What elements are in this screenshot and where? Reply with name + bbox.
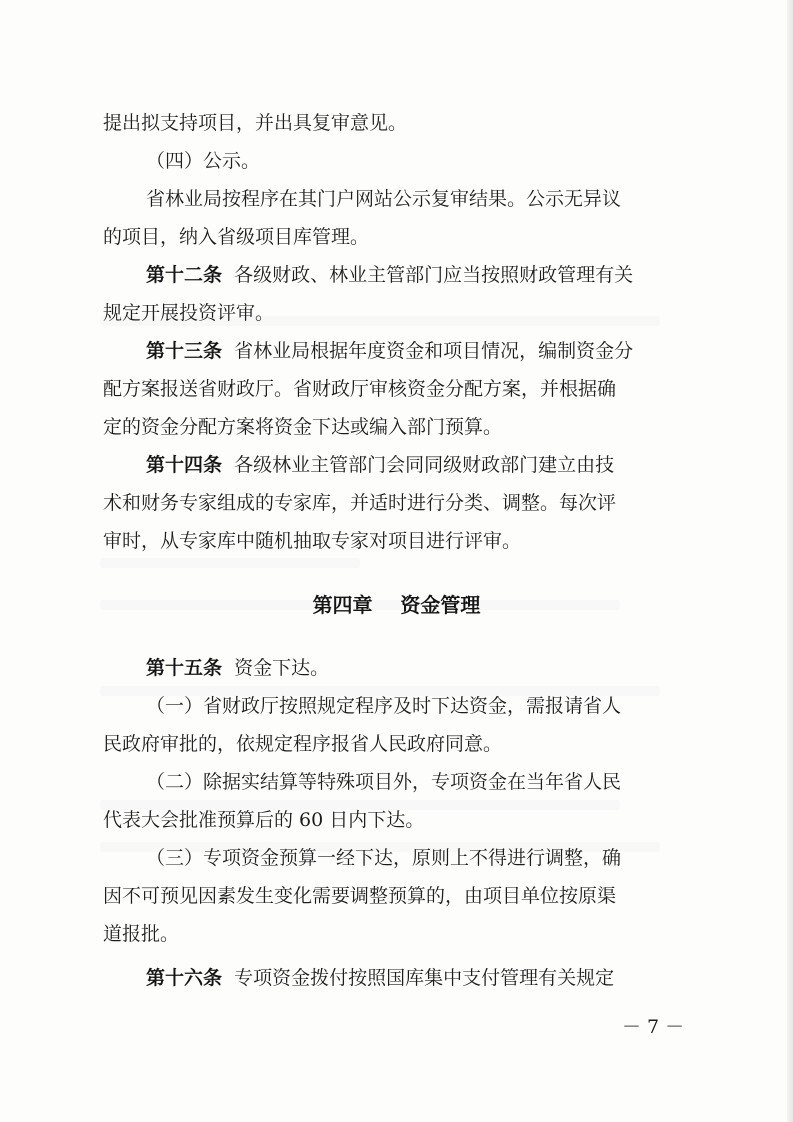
text-line: 民政府审批的，依规定程序报省人民政府同意。	[103, 733, 503, 755]
text-line: 省林业局按程序在其门户网站公示复审结果。公示无异议	[146, 188, 622, 210]
text-line: （一）省财政厅按照规定程序及时下达资金，需报请省人	[146, 695, 622, 717]
article-line: 第十五条 资金下达。	[146, 657, 330, 679]
article-number: 第十三条	[146, 340, 223, 362]
article-line: 第十二条 各级财政、林业主管部门应当按照财政管理有关	[146, 264, 634, 286]
page-number: － 7 －	[622, 1016, 685, 1038]
text-line: （二）除据实结算等特殊项目外，专项资金在当年省人民	[146, 771, 622, 793]
text-line: 规定开展投资评审。	[103, 302, 275, 324]
text-line: 的项目，纳入省级项目库管理。	[103, 226, 370, 248]
chapter-heading: 第四章 资金管理	[312, 593, 481, 617]
text-line: 代表大会批准预算后的 60 日内下达。	[103, 809, 425, 831]
bleed-through-mark	[100, 558, 360, 568]
text-line: 定的资金分配方案将资金下达或编入部门预算。	[103, 416, 503, 438]
article-line: 第十六条 专项资金拨付按照国库集中支付管理有关规定	[146, 967, 615, 989]
text-line: （三）专项资金预算一经下达，原则上不得进行调整，确	[146, 847, 622, 869]
text-line: 道报批。	[103, 923, 180, 945]
article-line: 第十三条 省林业局根据年度资金和项目情况，编制资金分	[146, 340, 634, 362]
text-line: 术和财务专家组成的专家库，并适时进行分类、调整。每次评	[103, 492, 617, 514]
article-number: 第十二条	[146, 264, 223, 286]
text-line: 审时，从专家库中随机抽取专家对项目进行评审。	[103, 530, 522, 552]
article-line: 第十四条 各级林业主管部门会同同级财政部门建立由技	[146, 454, 615, 476]
scan-edge-shadow	[787, 0, 793, 1122]
text-line: 配方案报送省财政厅。省财政厅审核资金分配方案，并根据确	[103, 378, 617, 400]
article-number: 第十六条	[146, 967, 223, 989]
article-number: 第十五条	[146, 657, 223, 679]
text-line: 因不可预见因素发生变化需要调整预算的，由项目单位按原渠	[103, 885, 617, 907]
text-line: 提出拟支持项目，并出具复审意见。	[103, 112, 408, 134]
article-number: 第十四条	[146, 454, 223, 476]
text-line: （四）公示。	[146, 150, 261, 172]
